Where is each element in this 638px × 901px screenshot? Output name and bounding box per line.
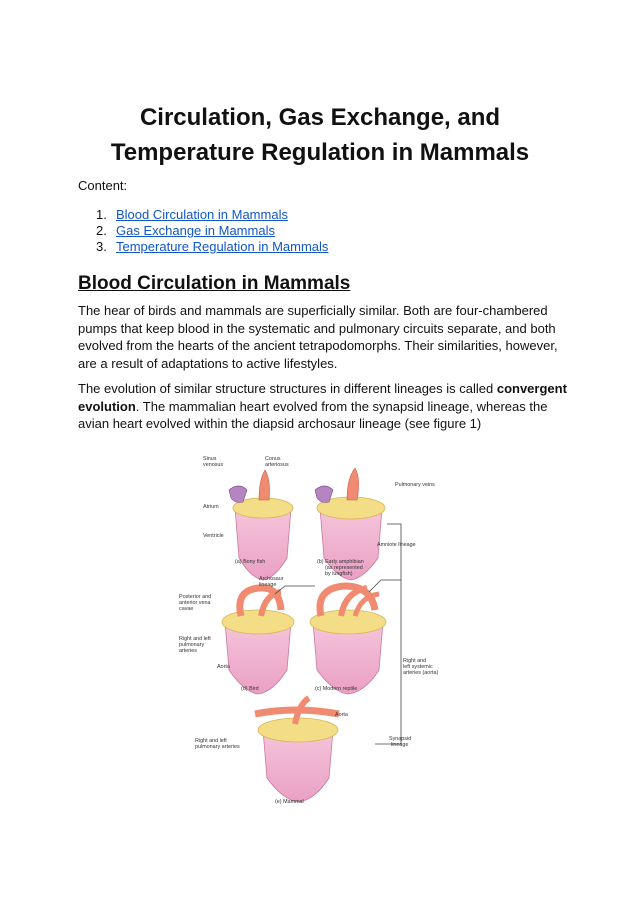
label-arteriosus: arteriosus [265,462,289,468]
paragraph-2-text: The evolution of similar structure structures in different lineages is called [78,381,497,396]
label-sinus: Sinus [203,456,217,462]
label-vena-cavae-3: cavae [179,606,194,612]
paragraph-1: The hear of birds and mammals are superficially similar. Both are four-chambered pumps that keep blood in the systematic and pulmonary circuits separate, and both evolved from the hearts of the ancient tetrapodomorphs. Their similarities, however, are a result of adaptations to active lifestyles. [78,303,558,371]
label-aorta-mammal: Aorta [335,712,348,718]
toc-link-temperature-regulation[interactable]: Temperature Regulation in Mammals [116,239,329,254]
label-systemic-arteries-3: arteries (aorta) [403,670,439,676]
label-pulmonary-arteries-2: pulmonary [179,642,205,648]
toc-link-blood-circulation[interactable]: Blood Circulation in Mammals [116,207,288,222]
label-amphibian-2: (as represented [325,565,363,571]
label-synapsid: Synapsid [389,736,412,742]
label-mammal-pulmonary-2: pulmonary arteries [195,744,240,750]
toc-link-gas-exchange[interactable]: Gas Exchange in Mammals [116,223,275,238]
label-atrium: Atrium [203,504,219,510]
label-ventricle: Ventricle [203,533,224,539]
label-pulmonary-arteries: Right and left [179,636,211,642]
label-mammal-pulmonary: Right and left [195,738,227,744]
label-mammal: (e) Mammal [275,799,304,805]
heart-evolution-figure [165,450,455,815]
table-of-contents [96,207,328,255]
label-systemic-arteries: Right and [403,658,427,664]
label-conus: Conus [265,456,281,462]
mammal-heart [255,698,339,802]
toc-number: 1. [96,207,107,222]
label-pulmonary-veins: Pulmonary veins [395,482,435,488]
label-amniote: Amniote lineage [377,542,416,548]
toc-item [96,207,328,223]
label-amphibian-3: by lungfish) [325,571,353,577]
toc-item [96,223,328,239]
content-label: Content: [78,178,128,193]
toc-number: 2. [96,223,107,238]
reptile-heart [310,586,386,694]
paragraph-2 [78,380,568,433]
label-synapsid-2: lineage [391,742,409,748]
label-pulmonary-arteries-3: arteries [179,648,197,654]
label-bony-fish: (a) Bony fish [235,559,266,565]
paragraph-2-text-end: . The mammalian heart evolved from the synapsid lineage, whereas the avian heart evolved within the diapsid archosaur lineage (see figure 1) [78,398,548,431]
page-title: Circulation, Gas Exchange, and Temperature Regulation in Mammals [110,104,530,166]
label-vena-cavae: Posterior and [179,594,212,600]
label-archosaur-2: lineage [259,582,277,588]
label-bird: (d) Bird [241,686,259,692]
label-archosaur: Archosaur [259,576,284,582]
bird-heart [222,588,294,694]
label-systemic-arteries-2: left systemic [403,664,433,670]
label-amphibian: (b) Early amphibian [317,559,364,565]
convergent-evolution-term: convergent evolution [78,381,567,414]
toc-item [96,239,328,255]
label-venosus: venosus [203,462,224,468]
section-heading: Blood Circulation in Mammals [78,273,351,294]
label-aorta: Aorta [217,664,230,670]
toc-number: 3. [96,239,107,254]
label-vena-cavae-2: anterior vena [179,600,211,606]
label-modern-reptile: (c) Modern reptile [315,686,358,692]
